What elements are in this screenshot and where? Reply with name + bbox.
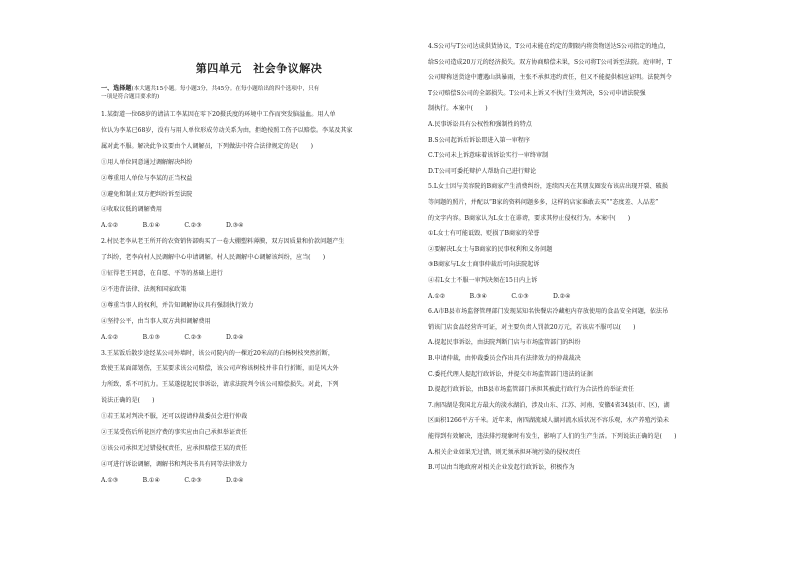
text-line: B.申请仲裁，由仲裁委员会作出具有法律效力的仲裁裁决 <box>428 355 581 362</box>
text-line: A.①② B.①③ C.②③ D.②④ <box>101 333 244 341</box>
text-line: A.①③ B.①④ C.②③ D.②④ <box>101 476 244 484</box>
text-line: 5.L女士因与美容院的B商家产生消费纠纷，连续四天在其朋友圈发布该店出现开裂、破损 <box>428 183 668 191</box>
text-line: 7.南四湖是我国北方最大的淡水湖泊，涉及山东、江苏、河南、安徽4省34县(市、区)，湖 <box>428 401 670 409</box>
text-line: ③该公司承担无过错侵权责任，应承担赔偿王某的责任 <box>101 444 248 452</box>
text-line: 说法正确的是( ) <box>101 397 155 405</box>
text-line: 公司辩称送货途中遭遇山洪暴雨，主张不承担违约责任，但又不能提供相应证明。法院判令 <box>428 74 672 82</box>
text-line: 力所致，系不可抗力。王某遂提起民事诉讼，请求法院判令该公司赔偿损失。对此，下列 <box>101 381 339 389</box>
text-line: A.提起民事诉讼，由法院判断门店与市场监管部门的纠纷 <box>428 339 581 347</box>
text-line: A.①② B.①④ C.②③ D.③④ <box>101 222 244 230</box>
text-line: 致使王某面部划伤，王某要求该公司赔偿，该公司声称该树枝并非自行折断，而是风大外 <box>101 365 339 373</box>
text-line: ③避免和制止双方把纠纷诉至法院 <box>101 190 193 198</box>
text-line: 3.王某饭后散步途经某公司外墙时，该公司院内的一棵近20米高的白杨树枝突然折断， <box>101 349 334 357</box>
text-line: ①征得老王同意，在自愿、平等的基础上进行 <box>101 270 223 277</box>
text-line: 区面积1266平方千米。近年来，南四湖流域人湖河流水质状况不容乐观，水产养殖污染未 <box>428 417 669 425</box>
text-line: 销该门店食品经营许可证，对主要负责人罚款20万元，若该店不服可以( ) <box>428 323 636 331</box>
text-line: ④收取议低的调解费用 <box>101 206 162 214</box>
text-line: A.相关企业如果无过错，则无须承担环境污染的侵权责任 <box>428 448 581 456</box>
text-line: 6.A市B县市场监督管理部门发现某知名快餐店冷藏柜内存放使用的食品安全问题，依法吊 <box>428 308 669 316</box>
text-line: B.S公司起诉后诉讼即进入第一审程序 <box>428 136 530 144</box>
text-line: D.T公司可委托辩护人帮助自己进行辩论 <box>428 167 537 175</box>
text-line: C.T公司未上诉意味着该诉讼实行一审终审制 <box>428 152 549 160</box>
text-line: T公司赔偿S公司的全部损失。T公司未上诉又不执行生效判决，S公司申请法院强 <box>428 89 646 97</box>
text-line: A.民事诉讼具有公权性和强制性的特点 <box>428 121 532 128</box>
text-line: ②要解决L女士与B商家的民事权利和义务问题 <box>428 245 553 253</box>
text-line: ①用人单位同意通过调解解决纠纷 <box>101 158 193 166</box>
text-line: ②不违背法律、法规和国家政策 <box>101 285 187 293</box>
text-line: ②王某受伤后所花医疗费的事实应由自己承担举证责任 <box>101 429 248 436</box>
text-line: 4.S公司与T公司达成供货协议，T公司未能在约定的期限内将货物送达S公司指定的地点， <box>428 43 670 50</box>
unit-title: 第四单元 社会争议解决 <box>195 62 323 75</box>
text-line: 的文字内容。B商家认为L女士在诽谤，要求其停止侵权行为。本案中( ) <box>428 214 631 222</box>
text-line: ③尊重当事人的权利，并告知调解协议具有强制执行效力 <box>101 301 254 309</box>
text-line: 等问题的照片，并配以“B家的资料问题多多，这样的店家谁敢去买”“态度差、人品差” <box>428 199 659 206</box>
text-line: C.委托代理人提起行政诉讼，并提交市场监管部门违法的证据 <box>428 370 593 378</box>
text-line: 能得到有效解决，违法排污现象时有发生，影响了人们的生产生活。下列说法正确的是( ) <box>428 433 677 440</box>
text-line: 了纠纷，老李向村人民调解中心申请调解。村人民调解中心调解该纠纷，应当( ) <box>101 254 326 262</box>
section-heading: 一、选择题 <box>101 85 132 92</box>
text-line: A.①② B.③④ C.①③ D.②④ <box>428 292 571 300</box>
text-line: ③B商家与L女士商事仲裁后可向法院起诉 <box>428 261 540 269</box>
text-line: ①若王某对判决不服，还可以提请仲裁委员会进行仲裁 <box>101 413 248 421</box>
text-line: 2.村民老李从老王所开的农资销售部购买了一卷大棚塑料薄膜，双方因质量和价款问题产生 <box>101 238 345 246</box>
section-note-continued: 一项是符合题目要求的) <box>101 94 160 100</box>
section-note: (本大题共15小题。每小题3分，共45分。在每小题给出的四个选项中，只有 <box>131 86 320 92</box>
text-line: ④可进行诉讼调解，调解书和判决书具有同等法律效力 <box>101 460 248 468</box>
text-line: ①L女士有可能诋毁、贬损了B商家的荣誉 <box>428 230 540 238</box>
text-line: 属对此不服。解决此争议要由个人调解员，下列做法中符合法律规定的是( ) <box>101 142 313 150</box>
text-line: 给S公司造成20万元的经济损失。双方协商赔偿未果，S公司将T公司诉至法院。庭审时，T <box>428 58 672 66</box>
text-line: 1.某街道一位68岁的请洁工李某因在零下20摄氏度的环境中工作而突发脑溢血。用人单 <box>101 111 336 118</box>
text-line: 制执行。本案中( ) <box>428 105 488 113</box>
text-line: ④坚持公平，由当事人双方共担调解费用 <box>101 317 211 325</box>
text-line: ④若L女士不服一审判决须在15日内上诉 <box>428 277 538 284</box>
text-line: 位认为李某已68岁，没有与用人单位形成劳动关系为由，拒绝按照工伤予以赔偿。李某及其家 <box>101 126 353 134</box>
text-line: B.可以由当地政府对相关企业发起行政诉讼，积极作为 <box>428 464 575 472</box>
text-line: ②尊重用人单位与李某的正当权益 <box>101 174 193 182</box>
text-line: D.提起行政诉讼，由B县市场监管部门承担其被此行政行为合法性的举证责任 <box>428 386 635 394</box>
